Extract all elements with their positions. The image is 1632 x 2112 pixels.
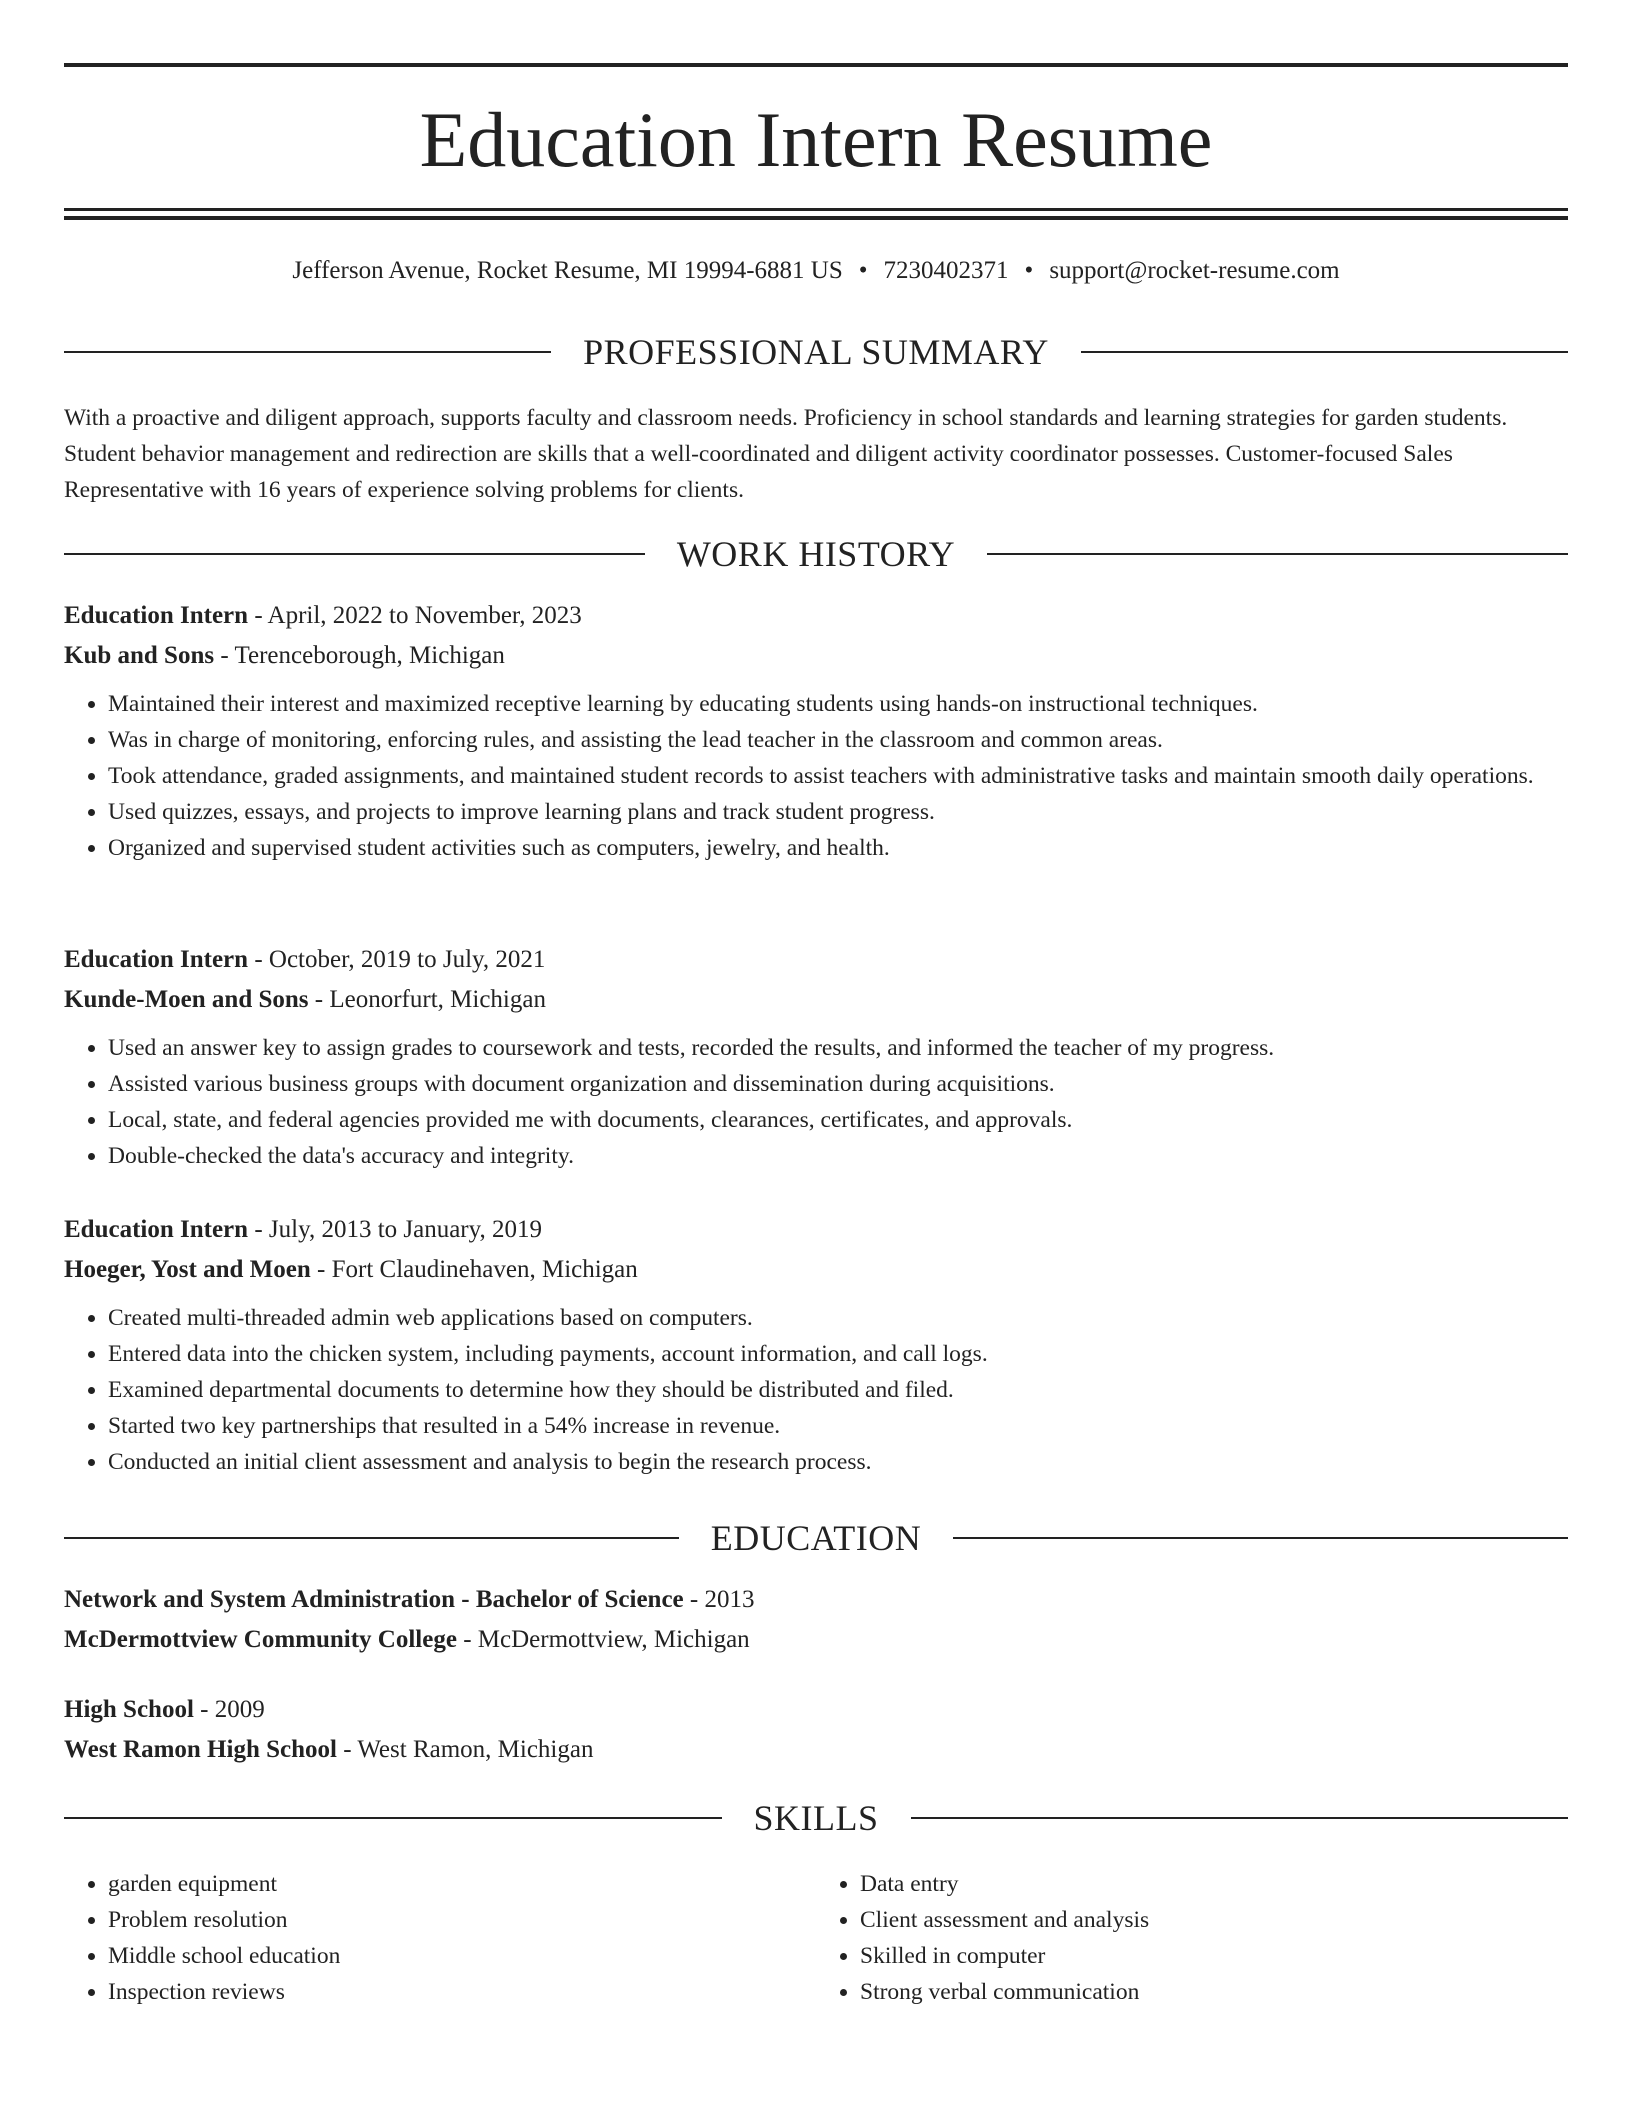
list-item: • Data entry: [860, 1866, 1568, 1902]
summary-text: With a proactive and diligent approach, supports faculty and classroom needs. Proficiency in school standards and learning strategies for garden students. Student behavior management and redirection are skills that a well-coordinated and diligent activity coordinator possesses. Customer-focused Sales Representative with 16 years of experience solving problems for clients.: [64, 405, 1508, 503]
contact-address: Jefferson Avenue, Rocket Resume, MI 19994-6881 US: [292, 257, 843, 284]
job-title: Education Intern: [64, 602, 249, 629]
list-item: • Conducted an initial client assessment and analysis to begin the research process.: [108, 1444, 1568, 1480]
list-item: • Assisted various business groups with document organization and dissemination during acquisitions.: [108, 1066, 1568, 1102]
section-title: WORK HISTORY: [676, 534, 956, 574]
list-item: • Used an answer key to assign grades to coursework and tests, recorded the results, and informed the teacher of my progress.: [108, 1030, 1568, 1066]
section-rule: [953, 1537, 1568, 1539]
section-header-summary: [64, 332, 1568, 372]
section-rule: [64, 1817, 722, 1819]
education-entry: [64, 1580, 1568, 1660]
education-location: - McDermottview, Michigan: [456, 1626, 750, 1653]
skills-columns: [64, 1866, 1568, 2010]
education-entry: [64, 1690, 1568, 1770]
education-school-line: [64, 1730, 1568, 1770]
list-item: • Maintained their interest and maximized receptive learning by educating students using hands-on instructional techniques.: [108, 686, 1568, 722]
job-company-line: [64, 980, 1568, 1020]
job-company-line: [64, 1250, 1568, 1290]
list-item: • Double-checked the data's accuracy and integrity.: [108, 1138, 1568, 1174]
job-title-line: [64, 596, 1568, 636]
section-rule: [64, 351, 551, 353]
skills-list-left: [64, 1866, 816, 2010]
list-item: • Local, state, and federal agencies provided me with documents, clearances, certificates, and approvals.: [108, 1102, 1568, 1138]
resume-title: Education Intern Resume: [419, 96, 1213, 183]
job-entry: [64, 596, 1568, 866]
education-school: McDermottview Community College: [64, 1626, 457, 1653]
section-title: EDUCATION: [710, 1518, 922, 1558]
list-item: • Used quizzes, essays, and projects to improve learning plans and track student progress.: [108, 794, 1568, 830]
job-location: - Fort Claudinehaven, Michigan: [310, 1256, 638, 1283]
section-title: SKILLS: [753, 1798, 879, 1838]
contact-separator: •: [858, 257, 868, 284]
title-double-rule: [64, 208, 1568, 220]
section-rule: [987, 553, 1568, 555]
job-title: Education Intern: [64, 1216, 249, 1243]
list-item: • Organized and supervised student activities such as computers, jewelry, and health.: [108, 830, 1568, 866]
job-title-line: [64, 940, 1568, 980]
job-bullets: [64, 686, 1568, 866]
section-rule: [1081, 351, 1568, 353]
education-location: - West Ramon, Michigan: [336, 1736, 594, 1763]
job-location: - Terenceborough, Michigan: [214, 642, 505, 669]
job-bullets: [64, 1300, 1568, 1480]
section-rule: [64, 1537, 679, 1539]
skills-list-right: [816, 1866, 1568, 2010]
list-item: • Skilled in computer: [860, 1938, 1568, 1974]
list-item: • Strong verbal communication: [860, 1974, 1568, 2010]
list-item: • Problem resolution: [108, 1902, 816, 1938]
contact-separator: •: [1024, 257, 1034, 284]
list-item: • Took attendance, graded assignments, and maintained student records to assist teachers with administrative tasks and maintain smooth daily operations.: [108, 758, 1568, 794]
list-item: • Examined departmental documents to determine how they should be distributed and filed.: [108, 1372, 1568, 1408]
section-rule: [911, 1817, 1569, 1819]
list-item: • Middle school education: [108, 1938, 816, 1974]
job-dates: - April, 2022 to November, 2023: [248, 602, 582, 629]
job-dates: - October, 2019 to July, 2021: [248, 946, 546, 973]
section-title: PROFESSIONAL SUMMARY: [583, 332, 1049, 372]
section-header-education: [64, 1518, 1568, 1558]
contact-line: [64, 254, 1568, 288]
list-item: • Entered data into the chicken system, including payments, account information, and call logs.: [108, 1336, 1568, 1372]
list-item: • Started two key partnerships that resulted in a 54% increase in revenue.: [108, 1408, 1568, 1444]
job-company: Kub and Sons: [64, 642, 215, 669]
job-bullets: [64, 1030, 1568, 1174]
list-item: • Inspection reviews: [108, 1974, 816, 2010]
contact-email: support@rocket-resume.com: [1049, 257, 1340, 284]
education-year: - 2009: [193, 1696, 265, 1723]
section-header-skills: [64, 1798, 1568, 1838]
list-item: • Was in charge of monitoring, enforcing rules, and assisting the lead teacher in the classroom and common areas.: [108, 722, 1568, 758]
education-degree-line: [64, 1690, 1568, 1730]
education-degree-line: [64, 1580, 1568, 1620]
job-title: Education Intern: [64, 946, 249, 973]
education-degree: Network and System Administration - Bachelor of Science: [64, 1586, 684, 1613]
job-title-line: [64, 1210, 1568, 1250]
section-header-work-history: [64, 534, 1568, 574]
education-degree: High School: [64, 1696, 194, 1723]
job-entry: [64, 940, 1568, 1174]
education-year: - 2013: [683, 1586, 755, 1613]
education-school-line: [64, 1620, 1568, 1660]
section-rule: [64, 553, 645, 555]
top-rule: [64, 63, 1568, 67]
job-location: - Leonorfurt, Michigan: [308, 986, 546, 1013]
list-item: • Created multi-threaded admin web applications based on computers.: [108, 1300, 1568, 1336]
job-company: Hoeger, Yost and Moen: [64, 1256, 311, 1283]
list-item: • Client assessment and analysis: [860, 1902, 1568, 1938]
job-dates: - July, 2013 to January, 2019: [248, 1216, 543, 1243]
education-school: West Ramon High School: [64, 1736, 337, 1763]
job-company-line: [64, 636, 1568, 676]
job-entry: [64, 1210, 1568, 1480]
job-company: Kunde-Moen and Sons: [64, 986, 309, 1013]
contact-phone: 7230402371: [883, 257, 1009, 284]
list-item: • garden equipment: [108, 1866, 816, 1902]
